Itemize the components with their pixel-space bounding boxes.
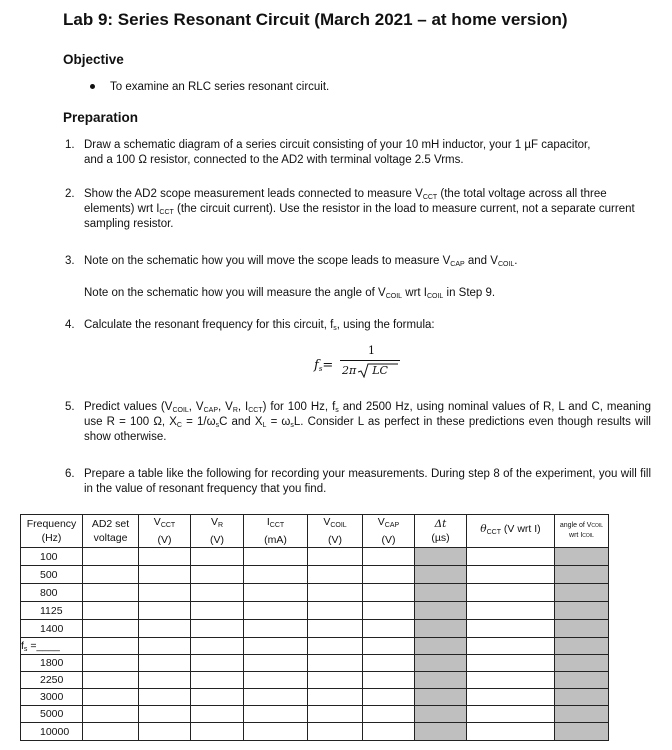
measurement-cell[interactable] <box>83 672 139 689</box>
measurement-cell[interactable] <box>83 584 139 602</box>
step-3-line-1: Note on the schematic how you will move the scope leads to measure $V_{CAP}$ and $V_{COIL}$. <box>84 255 518 268</box>
measurement-cell[interactable] <box>415 566 467 584</box>
step-1-line-1: Draw a schematic diagram of a series circuit consisting of your 10 mH inductor, your 1 µF capacitor, <box>84 139 591 151</box>
header-delta-t: Δt (µs) <box>415 515 467 548</box>
measurement-cell[interactable] <box>244 602 308 620</box>
formula-denominator: 2π LC <box>342 364 388 377</box>
measurement-cell[interactable] <box>555 706 609 723</box>
formula-lhs: $f_s=$ <box>314 358 334 373</box>
step-number: 2. <box>65 188 75 200</box>
measurement-cell[interactable] <box>191 602 244 620</box>
measurement-cell[interactable] <box>191 706 244 723</box>
table-row <box>21 655 609 672</box>
measurement-cell[interactable] <box>139 689 191 706</box>
header-ad2-voltage: AD2 set voltage <box>83 515 139 548</box>
step-number: 5. <box>65 401 75 413</box>
step-1-line-2: and a 100 Ω resistor, connected to the AD2 with terminal voltage 2.5 Vrms. <box>84 154 464 166</box>
frequency-cell: 1400 <box>21 620 83 638</box>
measurement-cell[interactable] <box>191 638 244 655</box>
measurement-cell[interactable] <box>83 655 139 672</box>
frequency-cell: 500 <box>21 566 83 584</box>
measurement-cell[interactable] <box>308 620 363 638</box>
step-number: 4. <box>65 319 75 331</box>
measurement-cell[interactable] <box>83 689 139 706</box>
step-4-text: Calculate the resonant frequency for this circuit, $f_s$, using the formula: <box>84 319 435 332</box>
measurement-cell[interactable] <box>308 672 363 689</box>
measurement-table <box>20 514 609 741</box>
measurement-cell[interactable] <box>83 620 139 638</box>
step-number: 6. <box>65 468 75 480</box>
measurement-cell[interactable] <box>191 548 244 566</box>
header-theta-cct: θCCT (V wrt I) <box>467 515 555 548</box>
measurement-cell[interactable] <box>363 723 415 741</box>
preparation-heading: Preparation <box>63 110 139 125</box>
measurement-cell[interactable] <box>415 723 467 741</box>
table-row <box>21 566 609 584</box>
measurement-cell[interactable] <box>415 706 467 723</box>
measurement-cell[interactable] <box>308 584 363 602</box>
measurement-cell[interactable] <box>191 620 244 638</box>
table-header-row <box>21 515 609 548</box>
measurement-cell[interactable] <box>467 723 555 741</box>
measurement-cell[interactable] <box>244 672 308 689</box>
measurement-cell[interactable] <box>139 723 191 741</box>
measurement-cell[interactable] <box>555 602 609 620</box>
measurement-cell[interactable] <box>308 689 363 706</box>
measurement-cell[interactable] <box>415 672 467 689</box>
measurement-cell[interactable] <box>363 602 415 620</box>
step-number: 3. <box>65 255 75 267</box>
measurement-cell[interactable] <box>139 602 191 620</box>
measurement-cell[interactable] <box>467 672 555 689</box>
measurement-cell[interactable] <box>139 566 191 584</box>
measurement-cell[interactable] <box>191 584 244 602</box>
measurement-cell[interactable] <box>308 638 363 655</box>
measurement-cell[interactable] <box>415 548 467 566</box>
header-icct: ICCT (mA) <box>244 515 308 548</box>
measurement-cell[interactable] <box>415 638 467 655</box>
measurement-cell[interactable] <box>83 706 139 723</box>
page-title: Lab 9: Series Resonant Circuit (March 2021 – at home version) <box>63 10 568 29</box>
measurement-cell[interactable] <box>191 723 244 741</box>
measurement-cell[interactable] <box>83 638 139 655</box>
table-row <box>21 723 609 741</box>
measurement-cell[interactable] <box>363 655 415 672</box>
frequency-cell: 1800 <box>21 655 83 672</box>
measurement-cell[interactable] <box>467 602 555 620</box>
measurement-cell[interactable] <box>244 638 308 655</box>
frequency-cell: 5000 <box>21 706 83 723</box>
measurement-cell[interactable] <box>308 655 363 672</box>
measurement-cell[interactable] <box>467 548 555 566</box>
measurement-cell[interactable] <box>467 689 555 706</box>
measurement-cell[interactable] <box>467 655 555 672</box>
measurement-cell[interactable] <box>467 620 555 638</box>
resonant-frequency-cell[interactable]: $f_s$ =____ <box>21 638 83 655</box>
measurement-cell[interactable] <box>415 620 467 638</box>
bullet-dot-icon <box>90 84 95 89</box>
measurement-cell[interactable] <box>83 602 139 620</box>
measurement-cell[interactable] <box>555 620 609 638</box>
table-body <box>21 548 609 741</box>
measurement-cell[interactable] <box>139 548 191 566</box>
table-row <box>21 706 609 723</box>
table-row <box>21 602 609 620</box>
frequency-cell: 10000 <box>21 723 83 741</box>
measurement-cell[interactable] <box>363 672 415 689</box>
frequency-cell: 3000 <box>21 689 83 706</box>
fraction-bar <box>340 360 400 361</box>
measurement-cell[interactable] <box>467 638 555 655</box>
measurement-cell[interactable] <box>308 706 363 723</box>
step-3-line-2: Note on the schematic how you will measure the angle of $V_{COIL}$ wrt $I_{COIL}$ in Step 9. <box>84 287 496 300</box>
formula-numerator: 1 <box>368 344 375 357</box>
measurement-cell[interactable] <box>363 566 415 584</box>
measurement-cell[interactable] <box>191 689 244 706</box>
measurement-cell[interactable] <box>363 548 415 566</box>
measurement-cell[interactable] <box>308 566 363 584</box>
measurement-cell[interactable] <box>244 689 308 706</box>
measurement-cell[interactable] <box>555 638 609 655</box>
measurement-cell[interactable] <box>244 620 308 638</box>
measurement-cell[interactable] <box>555 723 609 741</box>
measurement-cell[interactable] <box>191 566 244 584</box>
measurement-cell[interactable] <box>83 566 139 584</box>
measurement-cell[interactable] <box>191 672 244 689</box>
frequency-cell: 2250 <box>21 672 83 689</box>
measurement-cell[interactable] <box>363 706 415 723</box>
header-vr: VR (V) <box>191 515 244 548</box>
measurement-cell[interactable] <box>308 602 363 620</box>
step-number: 1. <box>65 139 75 151</box>
measurement-cell[interactable] <box>244 723 308 741</box>
measurement-cell[interactable] <box>415 602 467 620</box>
measurement-cell[interactable] <box>139 584 191 602</box>
measurement-cell[interactable] <box>555 689 609 706</box>
table-row <box>21 638 609 655</box>
objective-text: To examine an RLC series resonant circuit. <box>110 81 330 93</box>
table-row <box>21 620 609 638</box>
measurement-cell[interactable] <box>555 548 609 566</box>
header-angle-vcoil: angle of VCOIL wrt ICOIL <box>555 515 609 548</box>
measurement-cell[interactable] <box>83 723 139 741</box>
measurement-cell[interactable] <box>139 706 191 723</box>
step-2-text: Show the AD2 scope measurement leads connected to measure $V_{CCT}$ (the total voltage across all three elements) wrt $I_{CCT}$ (the circuit current). Use the resistor in the load to measure current, not a separate current sampling resistor. <box>84 188 635 230</box>
header-vcct: VCCT (V) <box>139 515 191 548</box>
measurement-cell[interactable] <box>467 584 555 602</box>
objective-heading: Objective <box>63 52 124 67</box>
frequency-cell: 100 <box>21 548 83 566</box>
measurement-cell[interactable] <box>363 689 415 706</box>
header-vcoil: VCOIL (V) <box>308 515 363 548</box>
measurement-cell[interactable] <box>244 706 308 723</box>
measurement-cell[interactable] <box>363 638 415 655</box>
table-row <box>21 672 609 689</box>
measurement-cell[interactable] <box>191 655 244 672</box>
measurement-cell[interactable] <box>363 584 415 602</box>
measurement-cell[interactable] <box>415 655 467 672</box>
measurement-cell[interactable] <box>308 548 363 566</box>
measurement-cell[interactable] <box>308 723 363 741</box>
table-row <box>21 584 609 602</box>
table-row <box>21 689 609 706</box>
step-6-text: Prepare a table like the following for recording your measurements. During step 8 of the experiment, you will fill in the value of resonant frequency that you find. <box>84 468 651 495</box>
frequency-cell: 1125 <box>21 602 83 620</box>
table-row <box>21 548 609 566</box>
measurement-cell[interactable] <box>467 706 555 723</box>
header-frequency: Frequency (Hz) <box>21 515 83 548</box>
measurement-cell[interactable] <box>415 689 467 706</box>
measurement-cell[interactable] <box>139 638 191 655</box>
measurement-cell[interactable] <box>555 584 609 602</box>
measurement-cell[interactable] <box>555 672 609 689</box>
resonant-frequency-formula <box>314 344 404 384</box>
measurement-cell[interactable] <box>244 655 308 672</box>
measurement-cell[interactable] <box>555 655 609 672</box>
measurement-cell[interactable] <box>467 566 555 584</box>
step-5-text: Predict values ($V_{COIL}$, $V_{CAP}$, $V_R$, $I_{CCT}$) for 100 Hz, $f_s$ and 2500 Hz, using nominal values of R, L and C, meaning use R = 100 Ω, $X_C = 1/\omega_sC$ and $X_L = \omega_sL$. Consider L as perfect in these predictions even though results will show otherwise. <box>84 401 652 443</box>
measurement-cell[interactable] <box>139 672 191 689</box>
measurement-cell[interactable] <box>415 584 467 602</box>
measurement-cell[interactable] <box>244 566 308 584</box>
measurement-cell[interactable] <box>363 620 415 638</box>
header-vcap: VCAP (V) <box>363 515 415 548</box>
measurement-cell[interactable] <box>83 548 139 566</box>
measurement-cell[interactable] <box>244 584 308 602</box>
measurement-cell[interactable] <box>555 566 609 584</box>
measurement-cell[interactable] <box>244 548 308 566</box>
sqrt-sign-icon <box>358 363 398 378</box>
measurement-cell[interactable] <box>139 655 191 672</box>
measurement-cell[interactable] <box>139 620 191 638</box>
frequency-cell: 800 <box>21 584 83 602</box>
